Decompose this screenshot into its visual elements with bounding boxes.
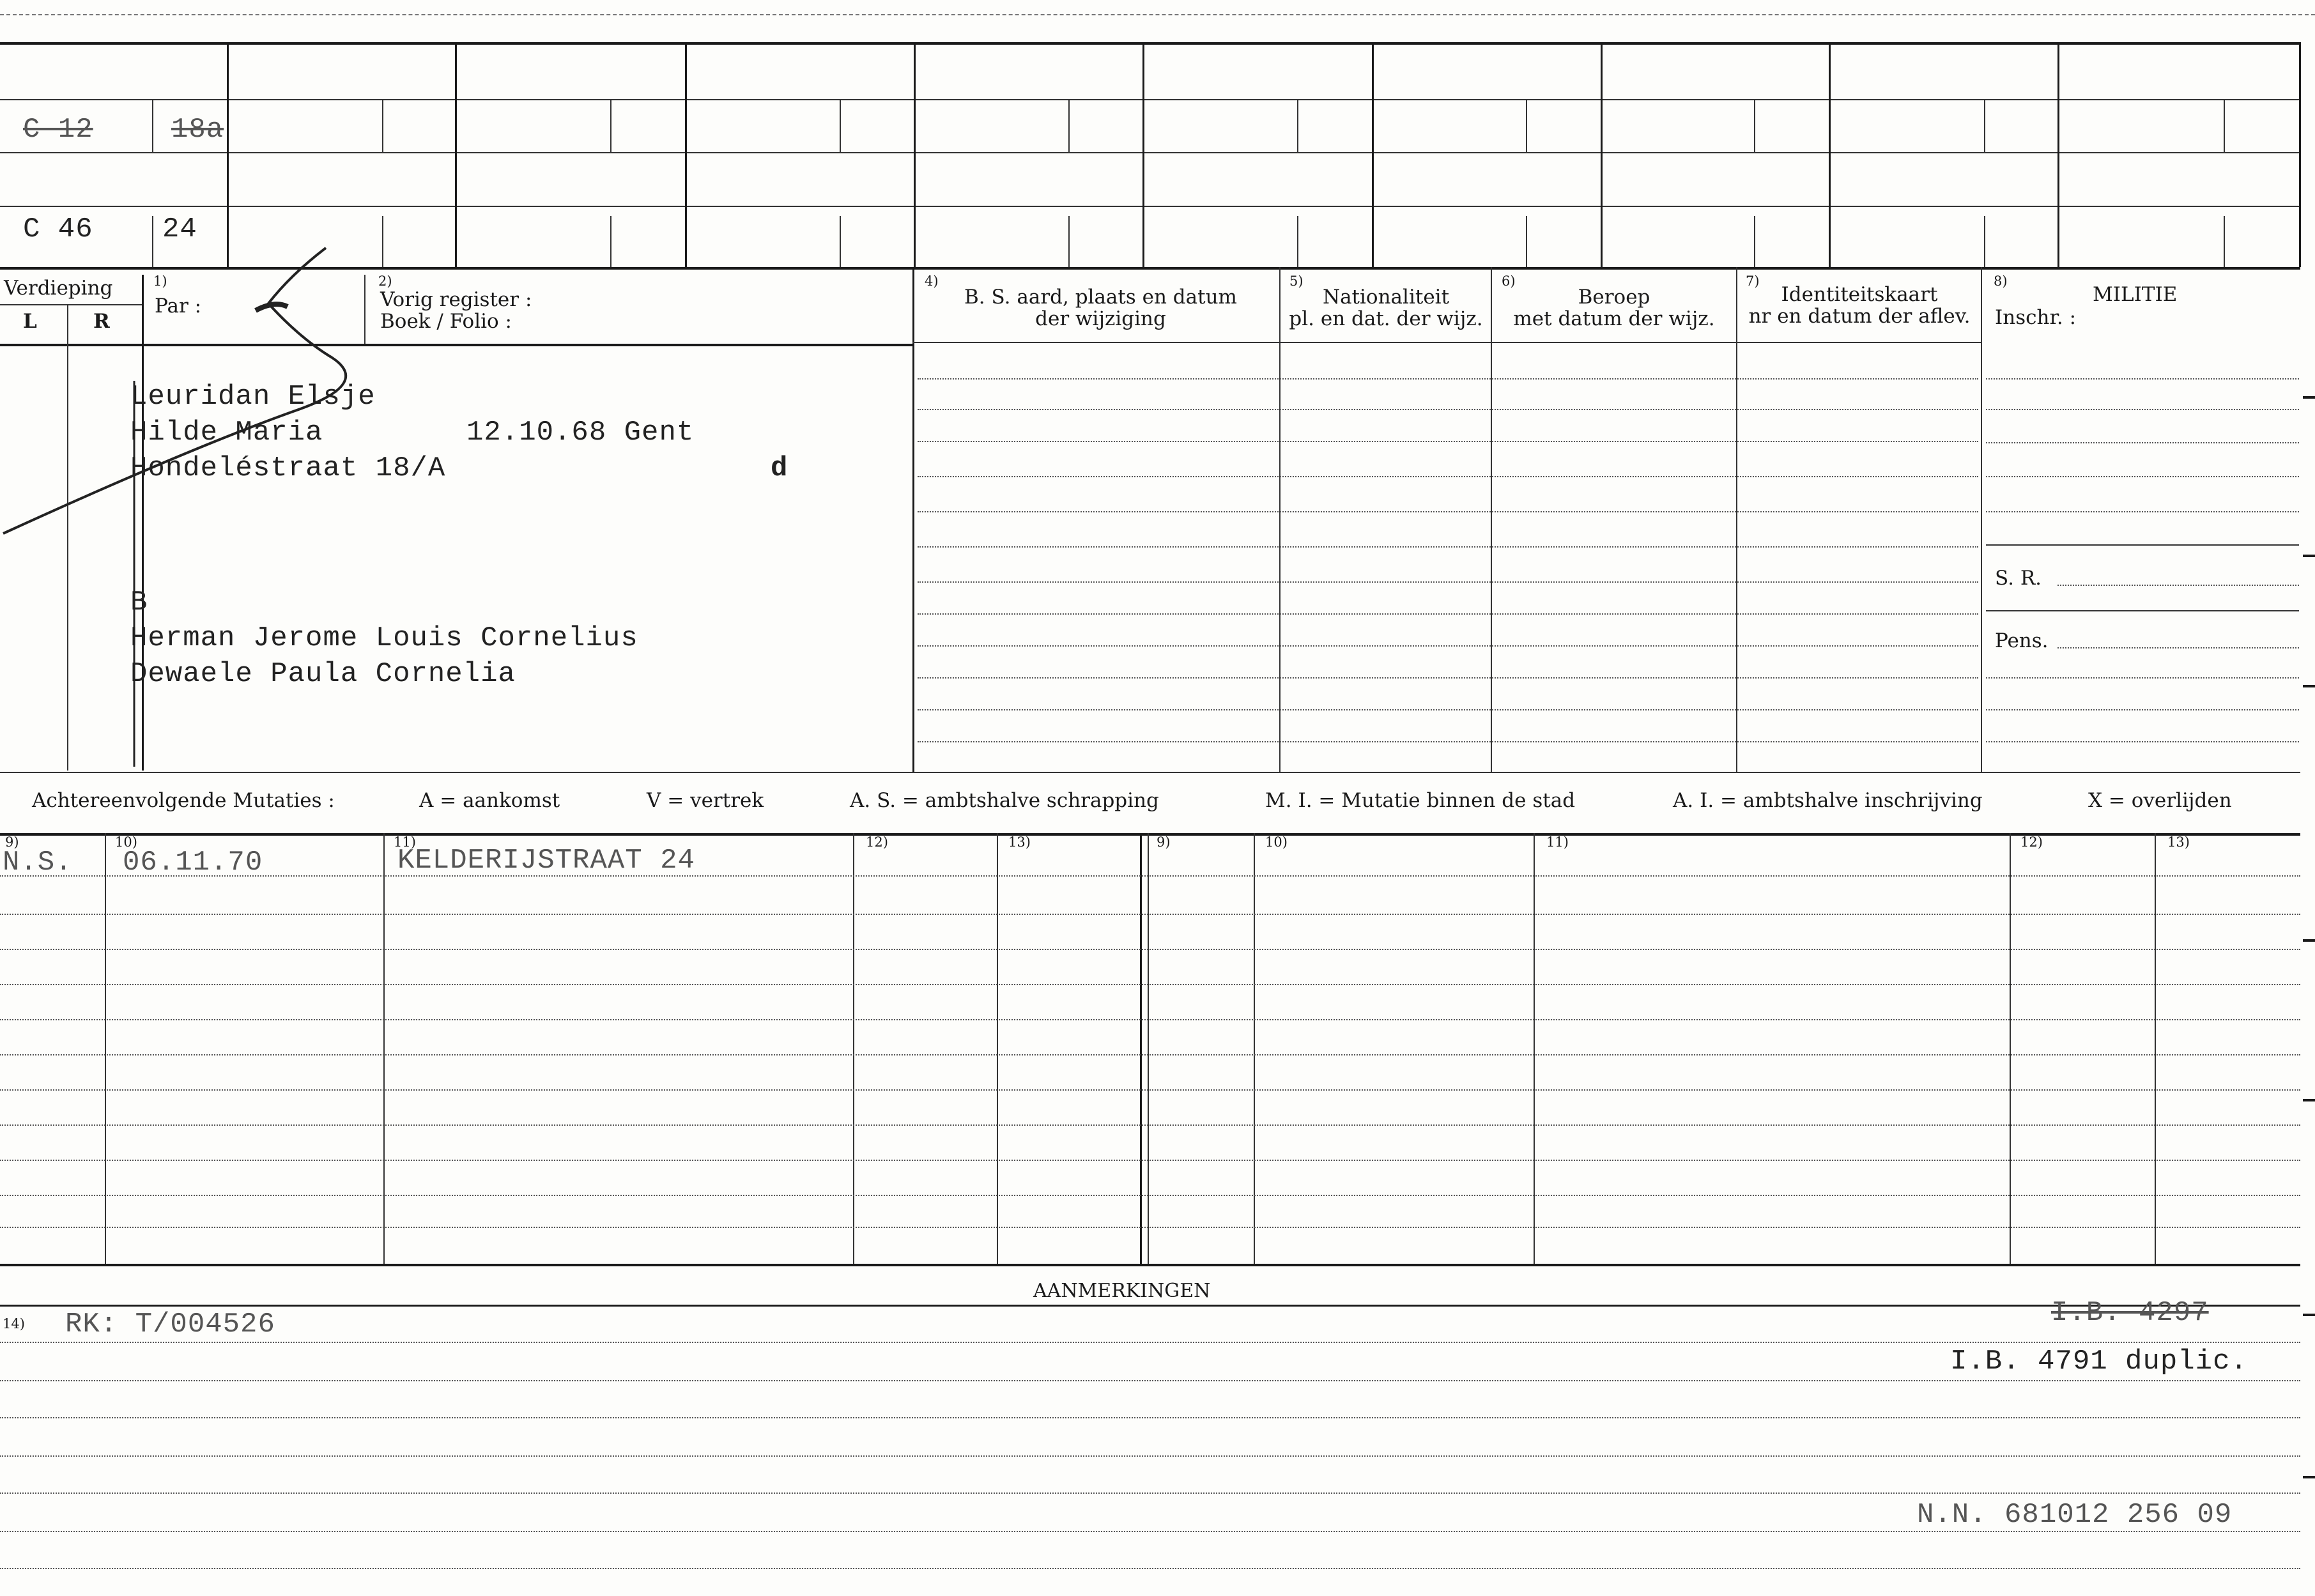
previous-register-label: Vorig register : — [380, 288, 532, 311]
nationality-line2: pl. en dat. der wijz. — [1289, 307, 1483, 331]
legend-ambtshalve-schrapping: A. S. = ambtshalve schrapping — [850, 789, 1159, 812]
col1-number: 1) — [153, 273, 167, 289]
profession-line1: Beroep — [1578, 286, 1650, 309]
mut-col-13-right: 13) — [2167, 834, 2190, 850]
person-birth: 12.10.68 Gent — [466, 417, 695, 449]
remarks-rk: RK: T/004526 — [65, 1308, 275, 1340]
legend-aankomst: A = aankomst — [419, 789, 560, 812]
person-surname: Leuridan Elsje — [130, 381, 376, 413]
mutation-type: N.S. — [3, 847, 73, 879]
militia-sr-label: S. R. — [1995, 567, 2042, 590]
section-letter: B — [130, 587, 148, 618]
mutation-date: 06.11.70 — [123, 847, 263, 879]
legend-mutatie-binnen-stad: M. I. = Mutatie binnen de stad — [1265, 789, 1576, 812]
legend-ambtshalve-inschrijving: A. I. = ambtshalve inschrijving — [1673, 789, 1983, 812]
par-label: Par : — [155, 295, 202, 318]
militia-pens-label: Pens. — [1995, 629, 2049, 652]
person-mark: d — [771, 452, 788, 484]
register-code-old: C 12 — [23, 114, 93, 146]
col5-number: 5) — [1289, 273, 1304, 289]
remarks-nn: N.N. 681012 256 09 — [1917, 1499, 2233, 1531]
register-folio-old: 18a — [171, 114, 224, 146]
verdieping-label: Verdieping — [4, 277, 113, 300]
mut-col-11-left: 11) — [394, 834, 416, 850]
mut-col-13-left: 13) — [1008, 834, 1031, 850]
floor-left-label: L — [23, 310, 37, 333]
book-folio-label: Boek / Folio : — [380, 310, 512, 333]
person-given-names: Hilde Maria — [130, 417, 323, 449]
register-folio: 24 — [162, 213, 197, 245]
remarks-title: AANMERKINGEN — [1033, 1280, 1211, 1302]
mut-col-12-left: 12) — [866, 834, 888, 850]
militia-inschr-label: Inschr. : — [1995, 306, 2077, 329]
mut-col-11-right: 11) — [1546, 834, 1569, 850]
person-address: Hondeléstraat 18/A — [130, 452, 446, 484]
civil-status-line1: B. S. aard, plaats en datum — [964, 286, 1237, 309]
mut-col-10-left: 10) — [115, 834, 137, 850]
mutations-legend-title: Achtereenvolgende Mutaties : — [32, 789, 335, 812]
legend-overlijden: X = overlijden — [2088, 789, 2232, 812]
col8-number: 8) — [1994, 273, 2008, 289]
mut-col-12-right: 12) — [2020, 834, 2043, 850]
col4-number: 4) — [925, 273, 939, 289]
profession-line2: met datum der wijz. — [1513, 307, 1715, 331]
father-name: Herman Jerome Louis Cornelius — [130, 622, 638, 654]
mother-name: Dewaele Paula Cornelia — [130, 658, 516, 690]
col7-number: 7) — [1746, 273, 1760, 289]
nationality-line1: Nationaliteit — [1322, 286, 1450, 309]
mut-col-10-right: 10) — [1265, 834, 1288, 850]
identity-card-line1: Identiteitskaart — [1781, 283, 1938, 306]
identity-card-line2: nr en datum der aflev. — [1748, 305, 1971, 328]
col6-number: 6) — [1502, 273, 1516, 289]
militia-title: MILITIE — [2093, 283, 2178, 306]
remarks-ib-old: I.B. 4297 — [2051, 1297, 2209, 1329]
mut-col-9-right: 9) — [1157, 834, 1171, 850]
mutation-address: KELDERIJSTRAAT 24 — [397, 845, 695, 877]
col2-number: 2) — [378, 273, 392, 289]
legend-vertrek: V = vertrek — [647, 789, 764, 812]
floor-right-label: R — [93, 310, 110, 333]
remarks-ib-new: I.B. 4791 duplic. — [1950, 1346, 2248, 1377]
mut-col-9-left: 9) — [5, 834, 19, 850]
register-code: C 46 — [23, 213, 93, 245]
civil-status-line2: der wijziging — [1035, 307, 1166, 331]
remarks-number: 14) — [3, 1316, 25, 1331]
pen-check-stroke — [3, 248, 346, 533]
